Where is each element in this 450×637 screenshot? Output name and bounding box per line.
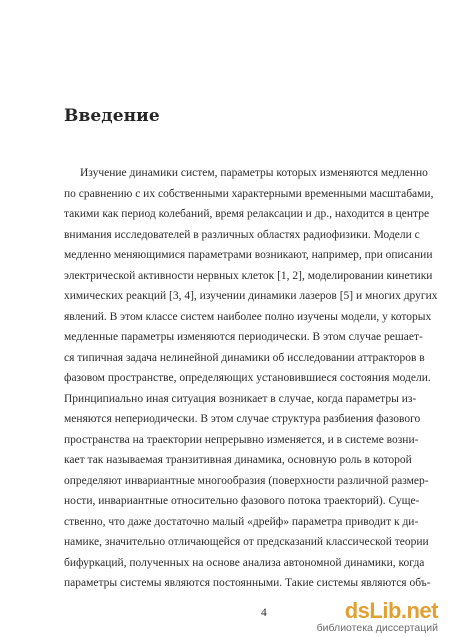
text-line: определяют инвариантные многообразия (поверхности различной размер- <box>64 474 429 487</box>
text-line: ности, инвариантные относительно фазового потока траекторий). Суще- <box>64 495 420 507</box>
text-line: химических реакций [3, 4], изучении динамики лазеров [5] и многих других <box>64 290 438 302</box>
text-line: намике, значительно отличающейся от предсказаний классической теории <box>64 536 429 548</box>
text-line: такими как период колебаний, время релаксации и др., находится в центре <box>64 208 430 220</box>
text-line: медленно меняющимися параметрами возникают, например, при описании <box>64 249 433 261</box>
text-line: медленные параметры изменяются периодически. В этом случае решает- <box>64 331 423 343</box>
text-line: параметры системы являются постоянными. Такие системы являются объ- <box>64 577 431 589</box>
text-line: явлений. В этом классе систем наиболее полно изучены модели, у которых <box>64 310 432 323</box>
text-line: бифуркаций, полученных на основе анализа автономной динамики, когда <box>64 556 425 569</box>
text-line: пространства на траектории непрерывно изменяется, и в системе возни- <box>64 433 419 446</box>
page-number: 4 <box>261 607 267 619</box>
text-line: ственно, что даже достаточно малый «дрейф» параметра приводит к ди- <box>64 515 419 528</box>
text-line: по сравнению с их собственными характерными временными масштабами, <box>64 187 434 200</box>
watermark-logo: dsLib.net <box>344 597 438 623</box>
watermark <box>316 597 438 634</box>
watermark-tagline: библиотека диссертаций <box>316 621 438 634</box>
text-line: ся типичная задача нелинейной динамики об исследовании аттракторов в <box>64 351 425 364</box>
text-line: внимания исследователей в различных областях радиофизики. Модели с <box>64 228 420 241</box>
text-line: электрической активности нервных клеток [1, 2], моделировании кинетики <box>64 269 433 282</box>
body-paragraph <box>64 163 438 594</box>
section-heading: Введение <box>64 106 160 126</box>
text-line: Принципиально иная ситуация возникает в случае, когда параметры из- <box>64 392 417 405</box>
text-line: Изучение динамики систем, параметры которых изменяются медленно <box>80 167 428 179</box>
text-line: кает так называемая транзитивная динамика, основную роль в которой <box>64 454 412 466</box>
text-line: меняются непериодически. В этом случае структура разбиения фазового <box>64 413 421 425</box>
text-line: фазовом пространстве, определяющих установившиеся состояния модели. <box>64 372 431 384</box>
